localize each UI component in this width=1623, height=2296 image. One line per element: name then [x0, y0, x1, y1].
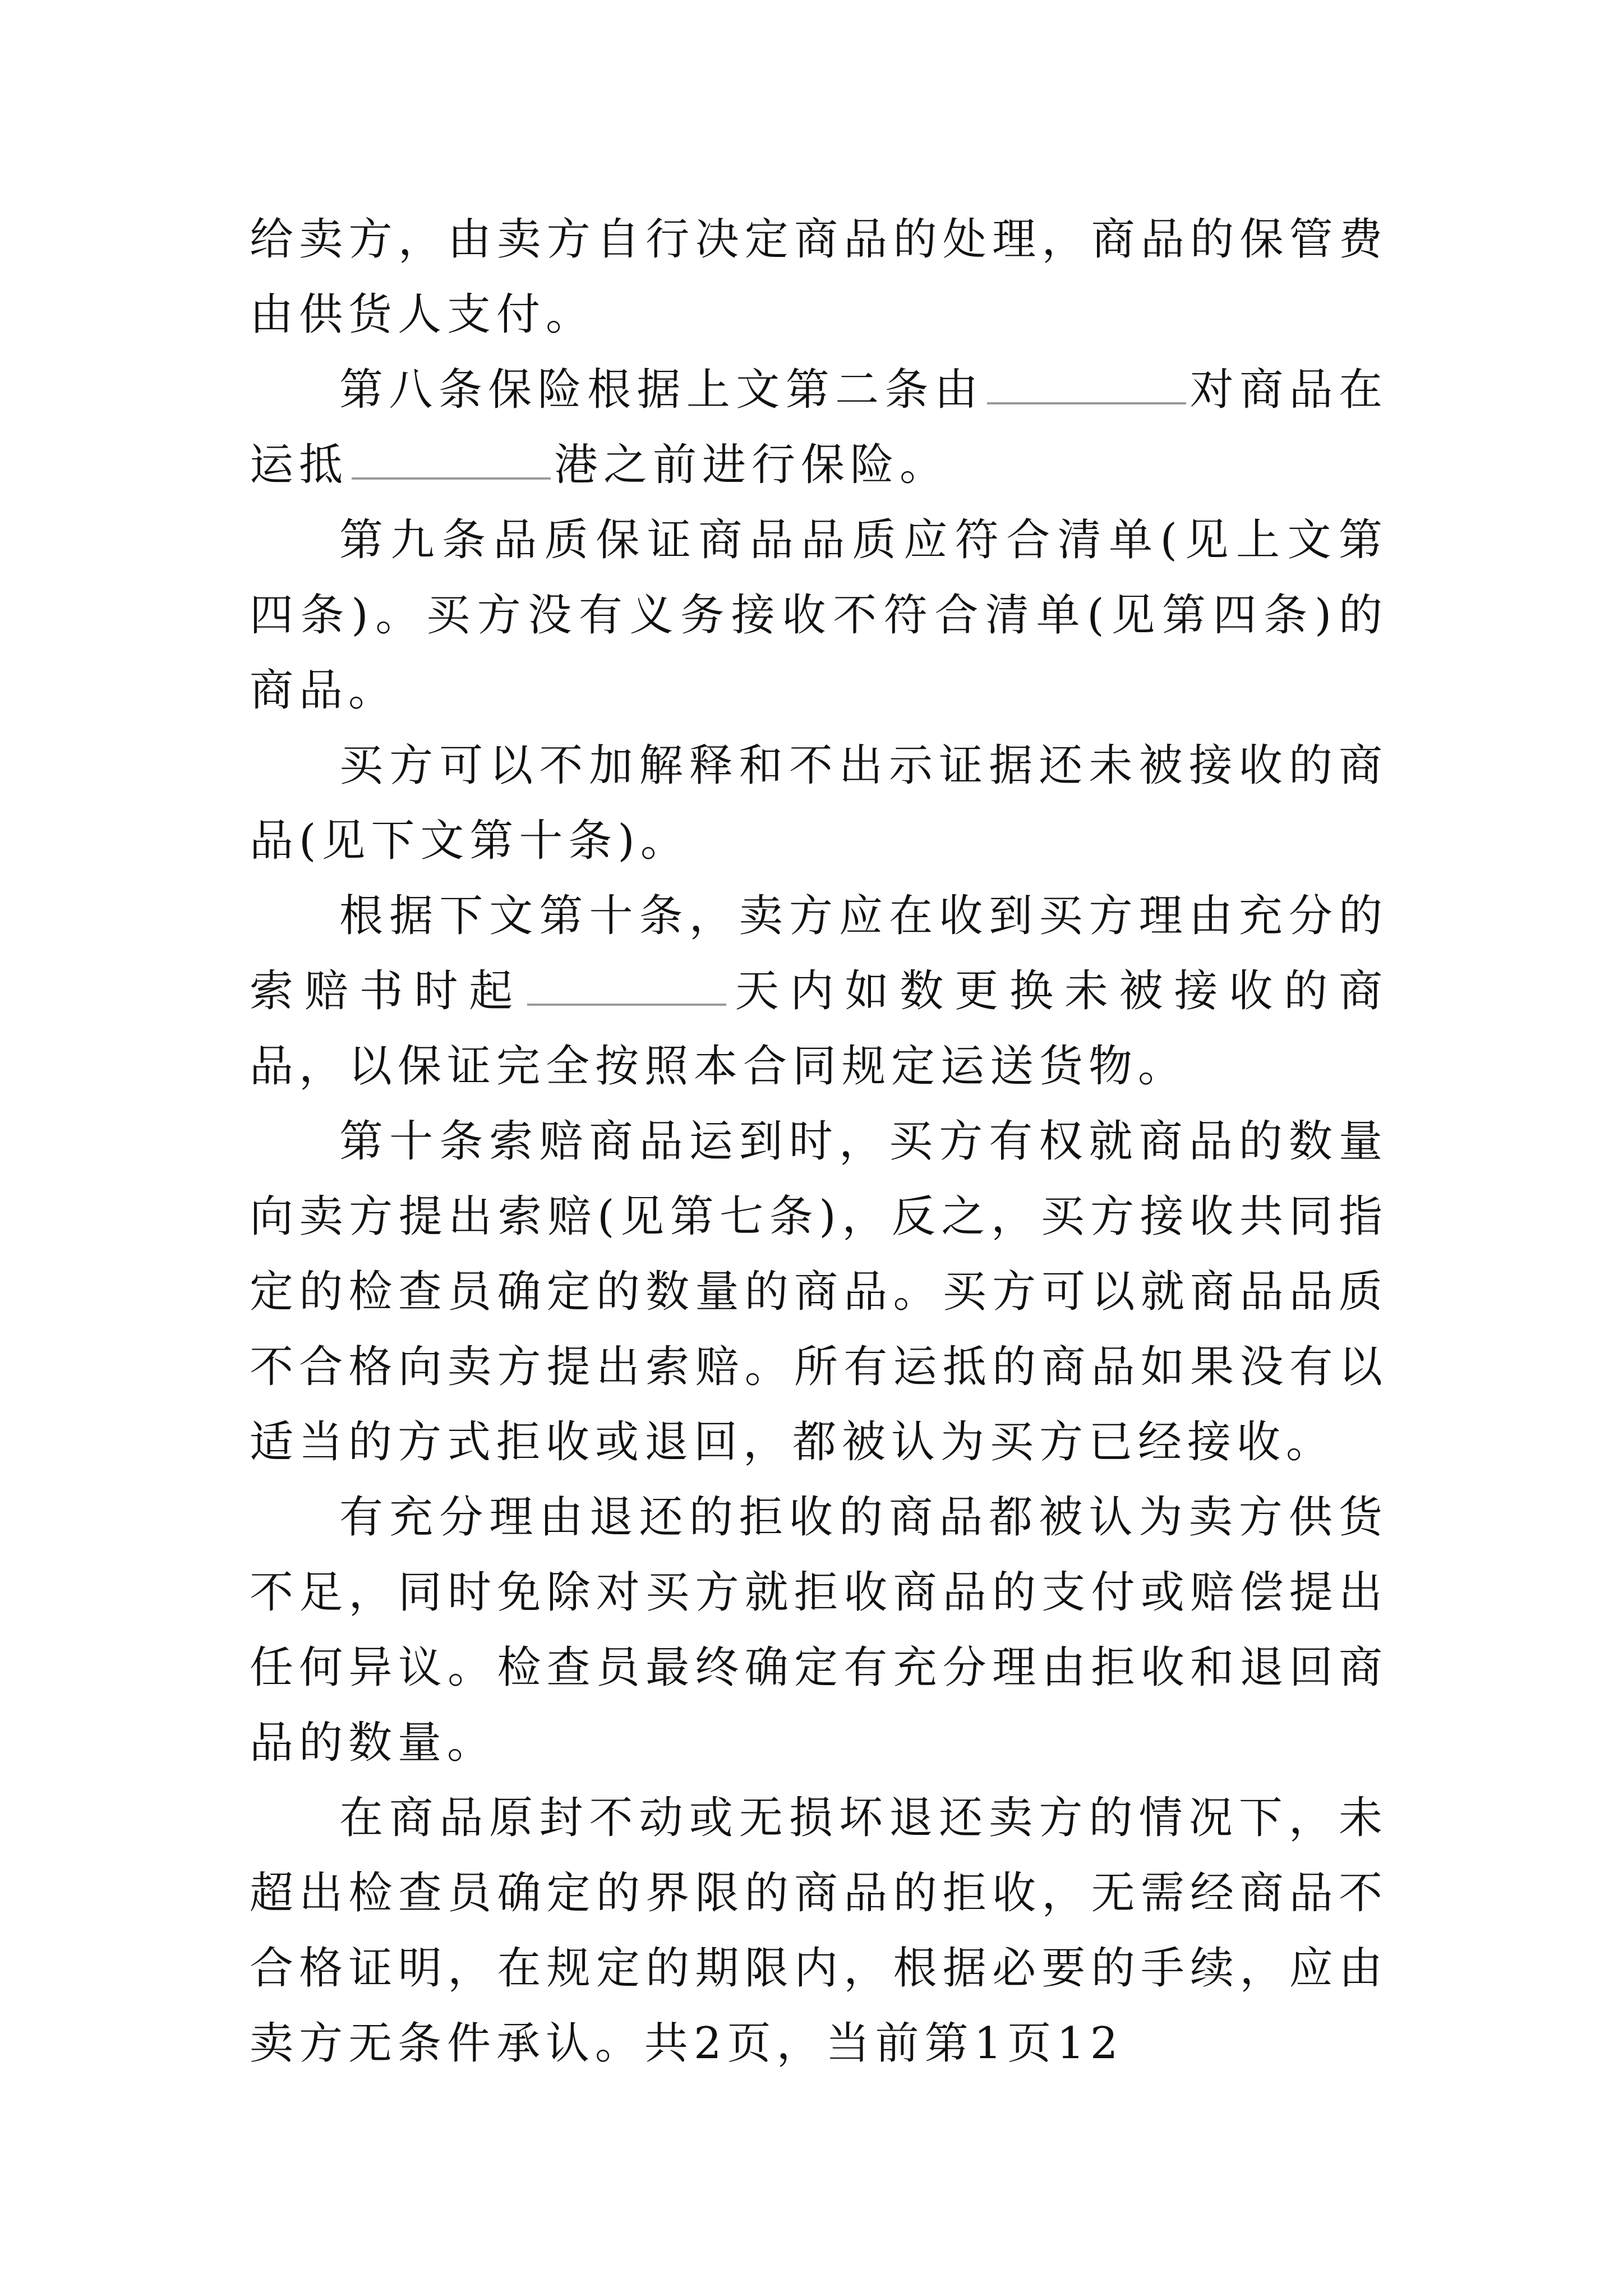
- paragraph-7-text: 有充分理由退还的拒收的商品都被认为卖方供货不足，同时免除对买方就拒收商品的支付或赔偿提出任何异议。检查员最终确定有充分理由拒收和退回商品的数量。: [250, 1492, 1388, 1768]
- paragraph-4-text: 买方可以不加解释和不出示证据还未被接收的商品(见下文第十条)。: [250, 740, 1388, 866]
- paragraph-5-replacement: [250, 878, 1388, 1104]
- paragraph-1: [250, 202, 1388, 352]
- paragraph-1-text: 给卖方，由卖方自行决定商品的处理，商品的保管费由供货人支付。: [250, 214, 1388, 340]
- paragraph-2-text-c: 港之前进行保险。: [554, 440, 949, 490]
- paragraph-7-returns: [250, 1480, 1388, 1780]
- paragraph-2-text-a: 第八条保险根据上文第二条由: [339, 365, 984, 415]
- blank-days: [527, 967, 726, 1006]
- paragraph-4-rejection: [250, 728, 1388, 878]
- paragraph-6-text: 第十条索赔商品运到时，买方有权就商品的数量向卖方提出索赔(见第七条)，反之，买方接收共同指定的检查员确定的数量的商品。买方可以就商品品质不合格向卖方提出索赔。所有运抵的商品如果没有以适当的方式拒收或退回，都被认为买方已经接收。: [250, 1116, 1388, 1467]
- paragraph-6-claims: [250, 1104, 1388, 1480]
- blank-insurer: [987, 365, 1186, 404]
- paragraph-8-text: 在商品原封不动或无损坏退还卖方的情况下，未超出检查员确定的界限的商品的拒收，无需经商品不合格证明，在规定的期限内，根据必要的手续，应由卖方无条件承认。共2页，当前第1页12: [250, 1793, 1388, 2069]
- paragraph-3-text: 第九条品质保证商品品质应符合清单(见上文第四条)。买方没有义务接收不符合清单(见第四条)的商品。: [250, 515, 1388, 716]
- blank-port: [352, 440, 551, 480]
- paragraph-2-insurance: [250, 352, 1388, 503]
- document-body: [250, 202, 1388, 2081]
- paragraph-5-text-a: 根据下文第十条，卖方应在收到买方理由充分的索赔书时起: [250, 891, 1388, 1016]
- paragraph-5-text-b: 天内如数更换未被接收的商品，以保证完全按照本合同规定运送货物。: [250, 966, 1388, 1092]
- paragraph-2-text-b: 对商品在运抵: [250, 365, 1388, 490]
- paragraph-8-acceptance: [250, 1780, 1388, 2081]
- paragraph-3-quality: [250, 503, 1388, 728]
